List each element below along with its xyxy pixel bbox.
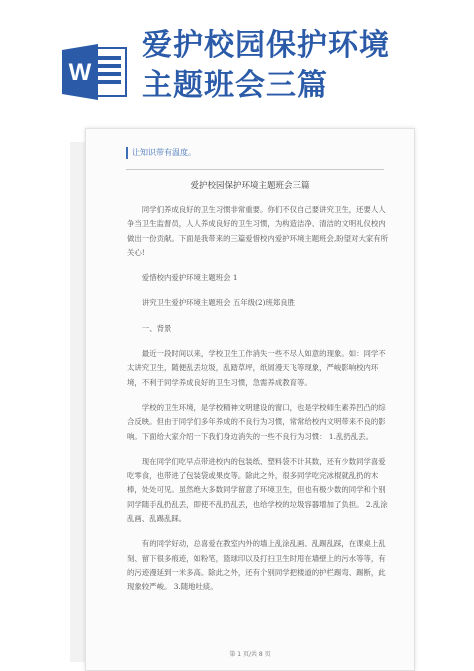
paragraph: 现在同学们吃早点带进校内的包装纸、塑料袋不计其数，还有少数同学喜爱吃零食，也带进了包装袋或果皮等。除此之外，很多同学吃完冰棍就乱扔的木棒，处处可见。虽然绝大多数同学留意了环境卫生，但也有极少数的同学和个别同学随手乱扔乱丢，即使不乱扔乱丢，也给学校的垃圾容器增加了负担。 2.乱涂乱画、乱踢乱踩。 [127, 456, 388, 524]
word-icon [62, 42, 128, 102]
page-number: 第 1 页/共 8 页 [229, 651, 271, 658]
divider [126, 169, 384, 170]
paragraph: 同学们养成良好的卫生习惯非常重要。你们不仅自己要讲究卫生，还要人人争当卫生监督员，人人养成良好的卫生习惯，为构造洁净、清洁的文明礼仪校内做出一份贡献。下面是我带来的三篇爱惜校内爱护环境主题班会,盼望对大家有所关心! [127, 205, 389, 257]
title-line-1: 爱护校园保护环境 [142, 28, 390, 63]
subtitle-line: 讲究卫生爱护环境主题班会 五年级(2)班郑良胜 [141, 298, 296, 308]
paragraph: 学校的卫生环境，是学校精神文明建设的窗口，也是学校师生素养凹凸的综合反映。但由于同学们多年养成的不良行为习惯，常常给校内文明带来不良的影响。下面给大家介绍一下我们身边消失的一些不良行为习惯： 1.乱扔乱丢。 [127, 402, 386, 441]
document-header [0, 0, 474, 118]
paragraph: 有的同学好动，总喜爱在教室内外的墙上乱涂乱画、乱踢乱踩，在课桌上乱刻、留下很多痕迹，如粉笔，篮球印以及打扫卫生时甩在墙壁上的污水等等，有的污迹漫延到一米多高。除此之外，还有个别同学把楼道的护栏踢弯、踢断，此现象较严峻。 3.随地吐痰。 [127, 539, 386, 592]
tagline: 让知识带有温度。 [126, 147, 196, 159]
article-body [127, 203, 389, 606]
section-heading: 一、背景 [141, 323, 172, 333]
title-line-2: 主题班会三篇 [142, 68, 328, 103]
document-title [142, 26, 462, 106]
section-heading: 爱惜校内爱护环境主题班会 1 [141, 273, 238, 283]
article-title: 爱护校园保护环境主题班会三篇 [190, 181, 310, 191]
svg-text:W: W [68, 59, 92, 86]
document-page-preview[interactable] [85, 128, 415, 671]
paragraph: 最近一段时间以来，学校卫生工作消失一些不尽人如意的现象。如：同学不太讲究卫生，随便乱丢垃圾，乱踏草坪，纸屑漫天飞等现象，严峻影响校内环境，不利于同学养成良好的卫生习惯，急需养成教育等。 [127, 349, 386, 387]
